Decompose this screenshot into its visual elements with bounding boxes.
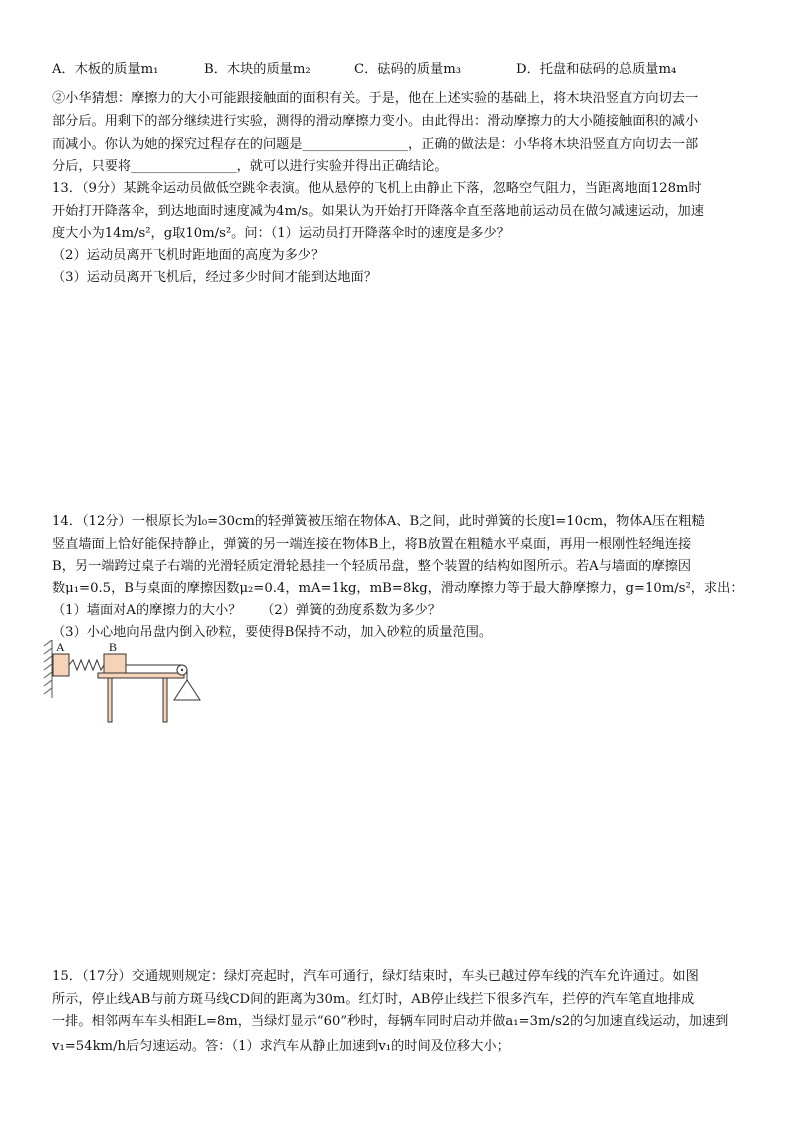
q13-line-1: 13．（9分）某跳伞运动员做低空跳伞表演。他从悬停的飞机上由静止下落，忽略空气阻力，当距离地面128m时 [52,181,702,196]
q15-line-4: v₁=54km/h后匀速运动。答：（1）求汽车从静止加速到v₁的时间及位移大小； [52,1039,510,1054]
label-b: B [109,640,118,654]
q12-line-3: 而减小。你认为她的探究过程存在的问题是________________，正确的做法是：小华将木块沿竖直方向切去一部 [52,137,699,152]
option-b: B．木块的质量m₂ [204,62,311,77]
wall [44,640,52,698]
label-a: A [56,640,65,654]
q13-line-5: （3）运动员离开飞机后，经过多少时间才能到达地面？ [52,270,377,285]
q14-line-2: 竖直墙面上恰好能保持静止，弹簧的另一端连接在物体B上，将B放置在粗糙水平桌面，再用一根刚性轻绳连接 [52,537,692,552]
spring [69,660,104,670]
block-b [104,654,126,673]
block-a [53,654,69,676]
q14-line-4: 数μ₁=0.5，B与桌面的摩擦因数μ₂=0.4，mA=1kg，mB=8kg，滑动摩擦力等于最大静摩擦力，g=10m/s²，求出： [52,581,744,596]
spring-pulley-diagram [42,640,222,740]
table-top [98,673,184,678]
q12-line-2: 部分后。用剩下的部分继续进行实验，测得的滑动摩擦力变小。由此得出：滑动摩擦力的大小随接触面积的减小 [52,114,699,129]
q12-line-1: ②小华猜想：摩擦力的大小可能跟接触面的面积有关。于是，他在上述实验的基础上，将木块沿竖直方向切去一 [52,91,699,106]
q14-line-3: B，另一端跨过桌子右端的光滑轻质定滑轮悬挂一个轻质吊盘，整个装置的结构如图所示。若A与墙面的摩擦因 [52,559,692,574]
q15-line-2: 所示，停止线AB与前方斑马线CD间的距离为30m。红灯时，AB停止线拦下很多汽车，拦停的汽车笔直地排成 [52,992,695,1007]
tray [174,680,200,700]
q13-line-3: 度大小为14m/s²，g取10m/s²。问：（1）运动员打开降落伞时的速度是多少？ [52,226,510,241]
option-d: D．托盘和砝码的总质量m₄ [516,62,677,77]
q15-line-3: 一排。相邻两车车头相距L=8m，当绿灯显示“60”秒时，每辆车同时启动并做a₁=3m/s2的匀加速直线运动，加速到 [52,1014,729,1029]
q15-line-1: 15．（17分）交通规则规定：绿灯亮起时，汽车可通行，绿灯结束时，车头已越过停车线的汽车允许通过。如图 [52,969,699,984]
q14-line-5: （1）墙面对A的摩擦力的大小？ （2）弹簧的劲度系数为多少？ [52,603,441,618]
table-leg-right [163,678,167,722]
q14-line-6: （3）小心地向吊盘内倒入砂粒，要使得B保持不动，加入砂粒的质量范围。 [52,625,493,640]
q13-line-4: （2）运动员离开飞机时距地面的高度为多少？ [52,248,325,263]
option-c: C．砝码的质量m₃ [354,62,462,77]
q12-line-4: 分后，只要将________________，就可以进行实验并得出正确结论。 [52,159,448,174]
q14-line-1: 14．（12分）一根原长为l₀=30cm的轻弹簧被压缩在物体A、B之间，此时弹簧的长度l=10cm，物体A压在粗糙 [52,514,705,529]
table-leg-left [108,678,112,722]
q13-line-2: 开始打开降落伞，到达地面时速度减为4m/s。如果认为开始打开降落伞直至落地前运动员在做匀减速运动，加速 [52,204,704,219]
option-a: A．木板的质量m₁ [52,62,159,77]
